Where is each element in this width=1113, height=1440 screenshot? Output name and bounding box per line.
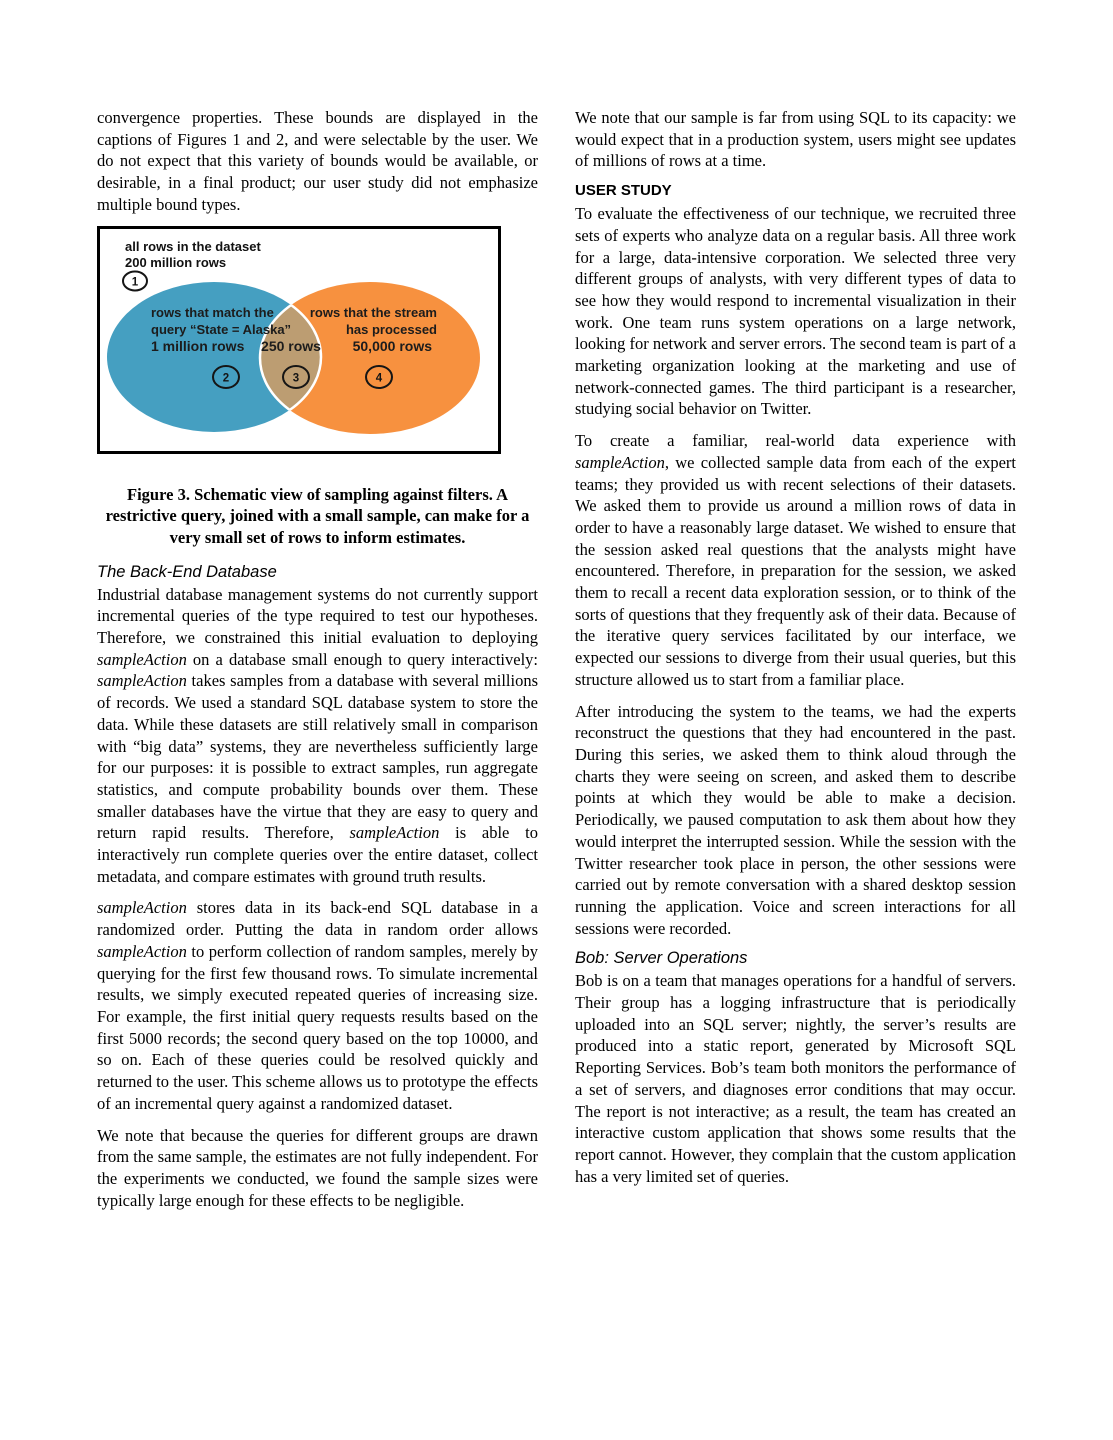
paragraph-recruiting: To evaluate the effectiveness of our technique, we recruited three sets of experts who analyze data on a regular basis. All three work for a large, data-intensive corporation. We selected three very different groups of analysts, with very different types of data to see how they would respond to incremental visualization in their work. One team runs system operations on a large network, looking for network and server errors. The second team is part of a marketing organization looking at the marketing and use of network-connected games. The third participant is a researcher, studying social behavior on Twitter. <box>575 204 1016 419</box>
right-column <box>575 107 1016 1221</box>
blue-label-line1: rows that match the <box>151 304 274 320</box>
paragraph-convergence: convergence properties. These bounds are displayed in the captions of Figures 1 and 2, and were selectable by the user. We do not expect that this variety of bounds would be available, or desirable, in a final product; our user study did not emphasize multiple bound types. <box>97 108 538 214</box>
blue-label-line2: query “State = Alaska” <box>151 321 292 337</box>
badge-number-2: 2 <box>222 372 230 385</box>
figure-caption: Figure 3. Schematic view of sampling against filters. A restrictive query, joined with a small sample, can make for a very small set of rows to inform estimates. <box>105 484 530 547</box>
paragraph-bob-operations: Bob is on a team that manages operations for a handful of servers. Their group has a logging infrastructure that is periodically uploaded into an SQL server; nightly, the server’s results are produced into a static report, generated by Microsoft SQL Reporting Services. Bob’s team both monitors the performance of a set of servers, and diagnoses error conditions that may occur. The report is not interactive; as a result, the team has created an interactive custom application that shows some results that the report cannot. However, they complain that the custom application has a very limited set of queries. <box>575 971 1016 1186</box>
paragraph-sql-capacity: We note that our sample is far from using SQL to its capacity: we would expect that in a production system, users might see updates of millions of rows at a time. <box>575 108 1016 171</box>
intersection-count: 250 rows <box>261 337 321 354</box>
blue-count: 1 million rows <box>151 337 245 354</box>
badge-number-3: 3 <box>292 372 300 385</box>
dataset-label-line1: all rows in the dataset <box>125 238 261 254</box>
figure-3-venn-diagram <box>97 226 538 454</box>
badge-number-4: 4 <box>375 372 383 385</box>
paragraph-sampleaction-storage: sampleAction stores data in its back-end SQL database in a randomized order. Putting the data in random order allows sampleAction to perform collection of random samples, merely by querying for the first few thousand rows. To simulate incremental results, we simply executed repeated queries of increasing size. For example, the first initial query requests results based on the first 5000 records; the second query based on the top 10000, and so on. Each of these queries could be resolved quickly and returned to the user. This scheme allows us to prototype the effects of an incremental query against a randomized dataset. <box>97 898 538 1113</box>
badge-number-1: 1 <box>131 276 139 289</box>
orange-label-line1: rows that the stream <box>309 304 437 320</box>
dataset-label-line2: 200 million rows <box>125 254 227 270</box>
orange-count: 50,000 rows <box>352 337 432 354</box>
venn-diagram-svg <box>97 226 501 454</box>
subsection-heading-bob: Bob: Server Operations <box>575 949 748 968</box>
section-heading-user-study: USER STUDY <box>575 182 672 200</box>
paragraph-independence-note: We note that because the queries for different groups are drawn from the same sample, the estimates are not fully independent. For the experiments we conducted, we found the sample sizes were typically large enough for these effects to be negligible. <box>97 1125 538 1210</box>
paragraph-backend-database: Industrial database management systems do not currently support incremental queries of the type required to test our hypotheses. Therefore, we constrained this initial evaluation to deploying sampleAction on a database small enough to query interactively: sampleAction takes samples from a database with several millions of records. We used a standard SQL database system to store the data. While these datasets are still relatively small in comparison with “big data” systems, they are nevertheless sufficiently large for our purposes: it is possible to extract samples, run aggregate statistics, and compute probability bounds over them. These smaller databases have the virtue that they are easy to query and return rapid results. Therefore, sampleAction is able to interactively run complete queries over the entire dataset, collect metadata, and compare estimates with ground truth results. <box>97 584 538 886</box>
paragraph-session-procedure: After introducing the system to the teams, we had the experts reconstruct the questions that they had encountered in the past. During this series, we asked them to think aloud through the charts they were seeing on screen, and asked them to describe points at which they would be able to make a decision. Periodically, we paused computation to ask them about how they would interpret the interrupted session. While the session with the Twitter researcher took place in person, the other sessions were carried out by remote conversation with a shared desktop session running the application. Voice and screen interactions for all sessions were recorded. <box>575 701 1016 938</box>
left-column <box>97 107 538 1221</box>
subsection-heading-backend: The Back-End Database <box>97 562 277 581</box>
orange-label-line2: has processed <box>345 321 437 337</box>
paragraph-data-collection: To create a familiar, real-world data experience with sampleAction, we collected sample data from each of the expert teams; they provided us with recent selections of their datasets. We asked them to provide us around a million rows of data in order to have a reasonably large dataset. We wished to ensure that the session asked real questions that the analysts might have encountered. Therefore, in preparation for the session, we asked them to recall a recent data exploration session, or to think of the sorts of questions that they frequently ask of their data. Because of the iterative query services facilitated by our interface, we expected our sessions to diverge from their usual queries, but this structure allowed us to start from a familiar place. <box>575 431 1016 689</box>
